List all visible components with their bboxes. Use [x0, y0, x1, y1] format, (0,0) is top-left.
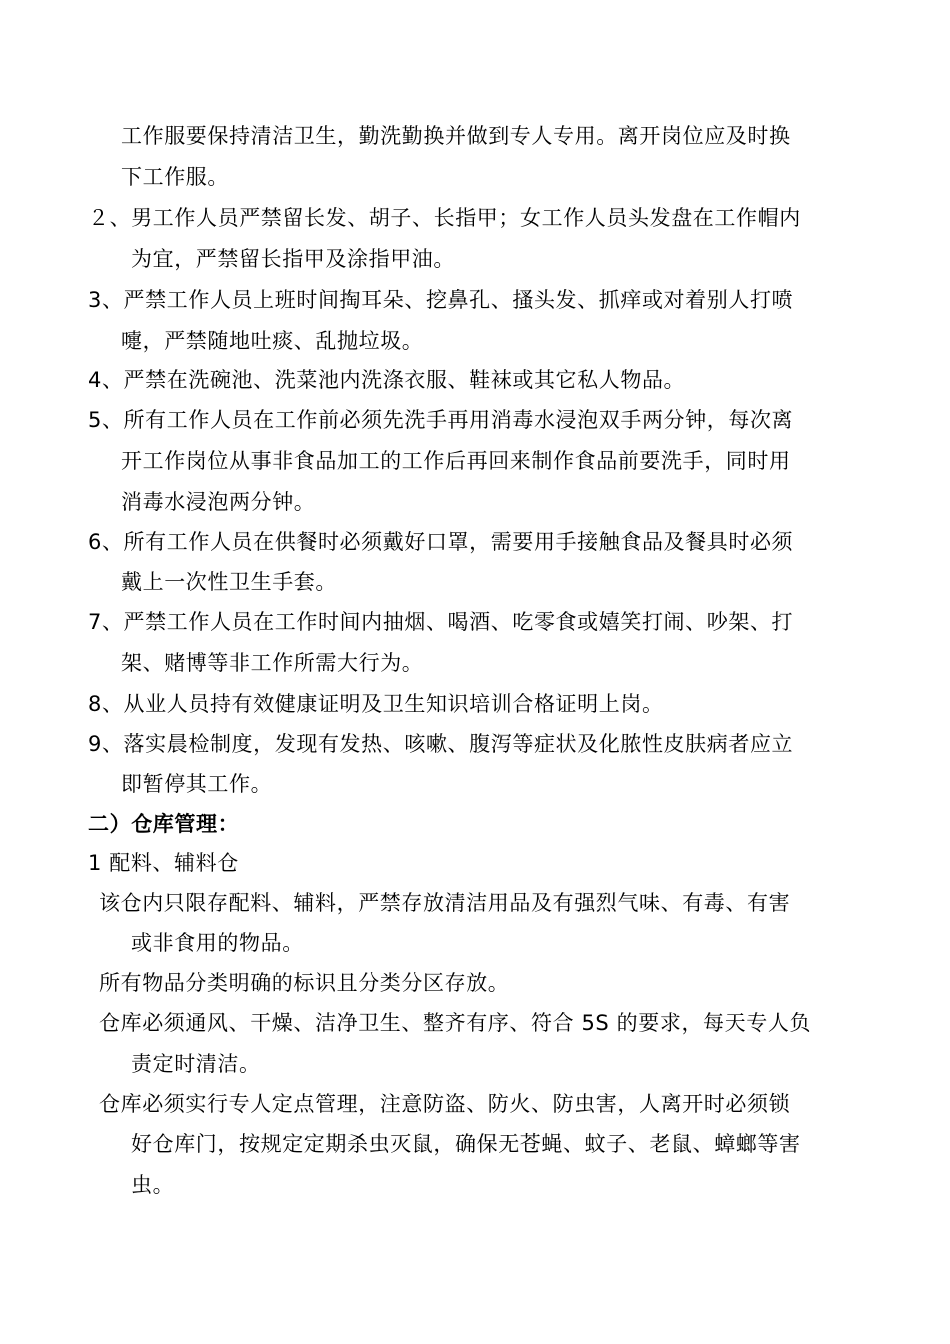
- item-5-line-1: 5、所有工作人员在工作前必须先洗手再用消毒水浸泡双手两分钟，每次离: [88, 408, 794, 432]
- section-2-heading: 二）仓库管理：: [88, 812, 240, 836]
- intro-line-2: 下工作服。: [121, 165, 229, 189]
- item-9-line-2: 即暂停其工作。: [121, 772, 273, 796]
- paragraph-1-line-1: 该仓内只限存配料、辅料，严禁存放清洁用品及有强烈气味、有毒、有害: [99, 891, 791, 915]
- subsection-1-heading: 1 配料、辅料仓: [88, 851, 239, 875]
- item-4-line-1: 4、严禁在洗碗池、洗菜池内洗涤衣服、鞋袜或其它私人物品。: [88, 368, 686, 392]
- item-2-line-2: 为宜，严禁留长指甲及涂指甲油。: [131, 247, 455, 271]
- item-2-line-1: ２、男工作人员严禁留长发、胡子、长指甲；女工作人员头发盘在工作帽内: [88, 206, 801, 230]
- item-3-line-2: 嚏，严禁随地吐痰、乱抛垃圾。: [121, 329, 424, 353]
- item-9-line-1: 9、落实晨检制度，发现有发热、咳嗽、腹泻等症状及化脓性皮肤病者应立: [88, 732, 794, 756]
- intro-line-1: 工作服要保持清洁卫生，勤洗勤换并做到专人专用。离开岗位应及时换: [121, 124, 791, 148]
- paragraph-3-line-2: 责定时清洁。: [131, 1052, 261, 1076]
- item-5-line-3: 消毒水浸泡两分钟。: [121, 490, 316, 514]
- item-8-line-1: 8、从业人员持有效健康证明及卫生知识培训合格证明上岗。: [88, 692, 664, 716]
- paragraph-2-line-1: 所有物品分类明确的标识且分类分区存放。: [99, 971, 510, 995]
- item-3-line-1: 3、严禁工作人员上班时间掏耳朵、挖鼻孔、搔头发、抓痒或对着别人打喷: [88, 288, 794, 312]
- item-7-line-1: 7、严禁工作人员在工作时间内抽烟、喝酒、吃零食或嬉笑打闹、吵架、打: [88, 610, 794, 634]
- paragraph-3-line-1: 仓库必须通风、干燥、洁净卫生、整齐有序、符合 5S 的要求，每天专人负: [99, 1011, 812, 1035]
- paragraph-4-line-3: 虫。: [131, 1173, 175, 1197]
- item-7-line-2: 架、赌博等非工作所需大行为。: [121, 651, 424, 675]
- paragraph-4-line-2: 好仓库门，按规定定期杀虫灭鼠，确保无苍蝇、蚊子、老鼠、蟑螂等害: [131, 1132, 801, 1156]
- item-5-line-2: 开工作岗位从事非食品加工的工作后再回来制作食品前要洗手，同时用: [121, 449, 791, 473]
- item-6-line-2: 戴上一次性卫生手套。: [121, 570, 337, 594]
- item-6-line-1: 6、所有工作人员在供餐时必须戴好口罩，需要用手接触食品及餐具时必须: [88, 530, 794, 554]
- paragraph-4-line-1: 仓库必须实行专人定点管理，注意防盗、防火、防虫害，人离开时必须锁: [99, 1092, 791, 1116]
- paragraph-1-line-2: 或非食用的物品。: [131, 931, 304, 955]
